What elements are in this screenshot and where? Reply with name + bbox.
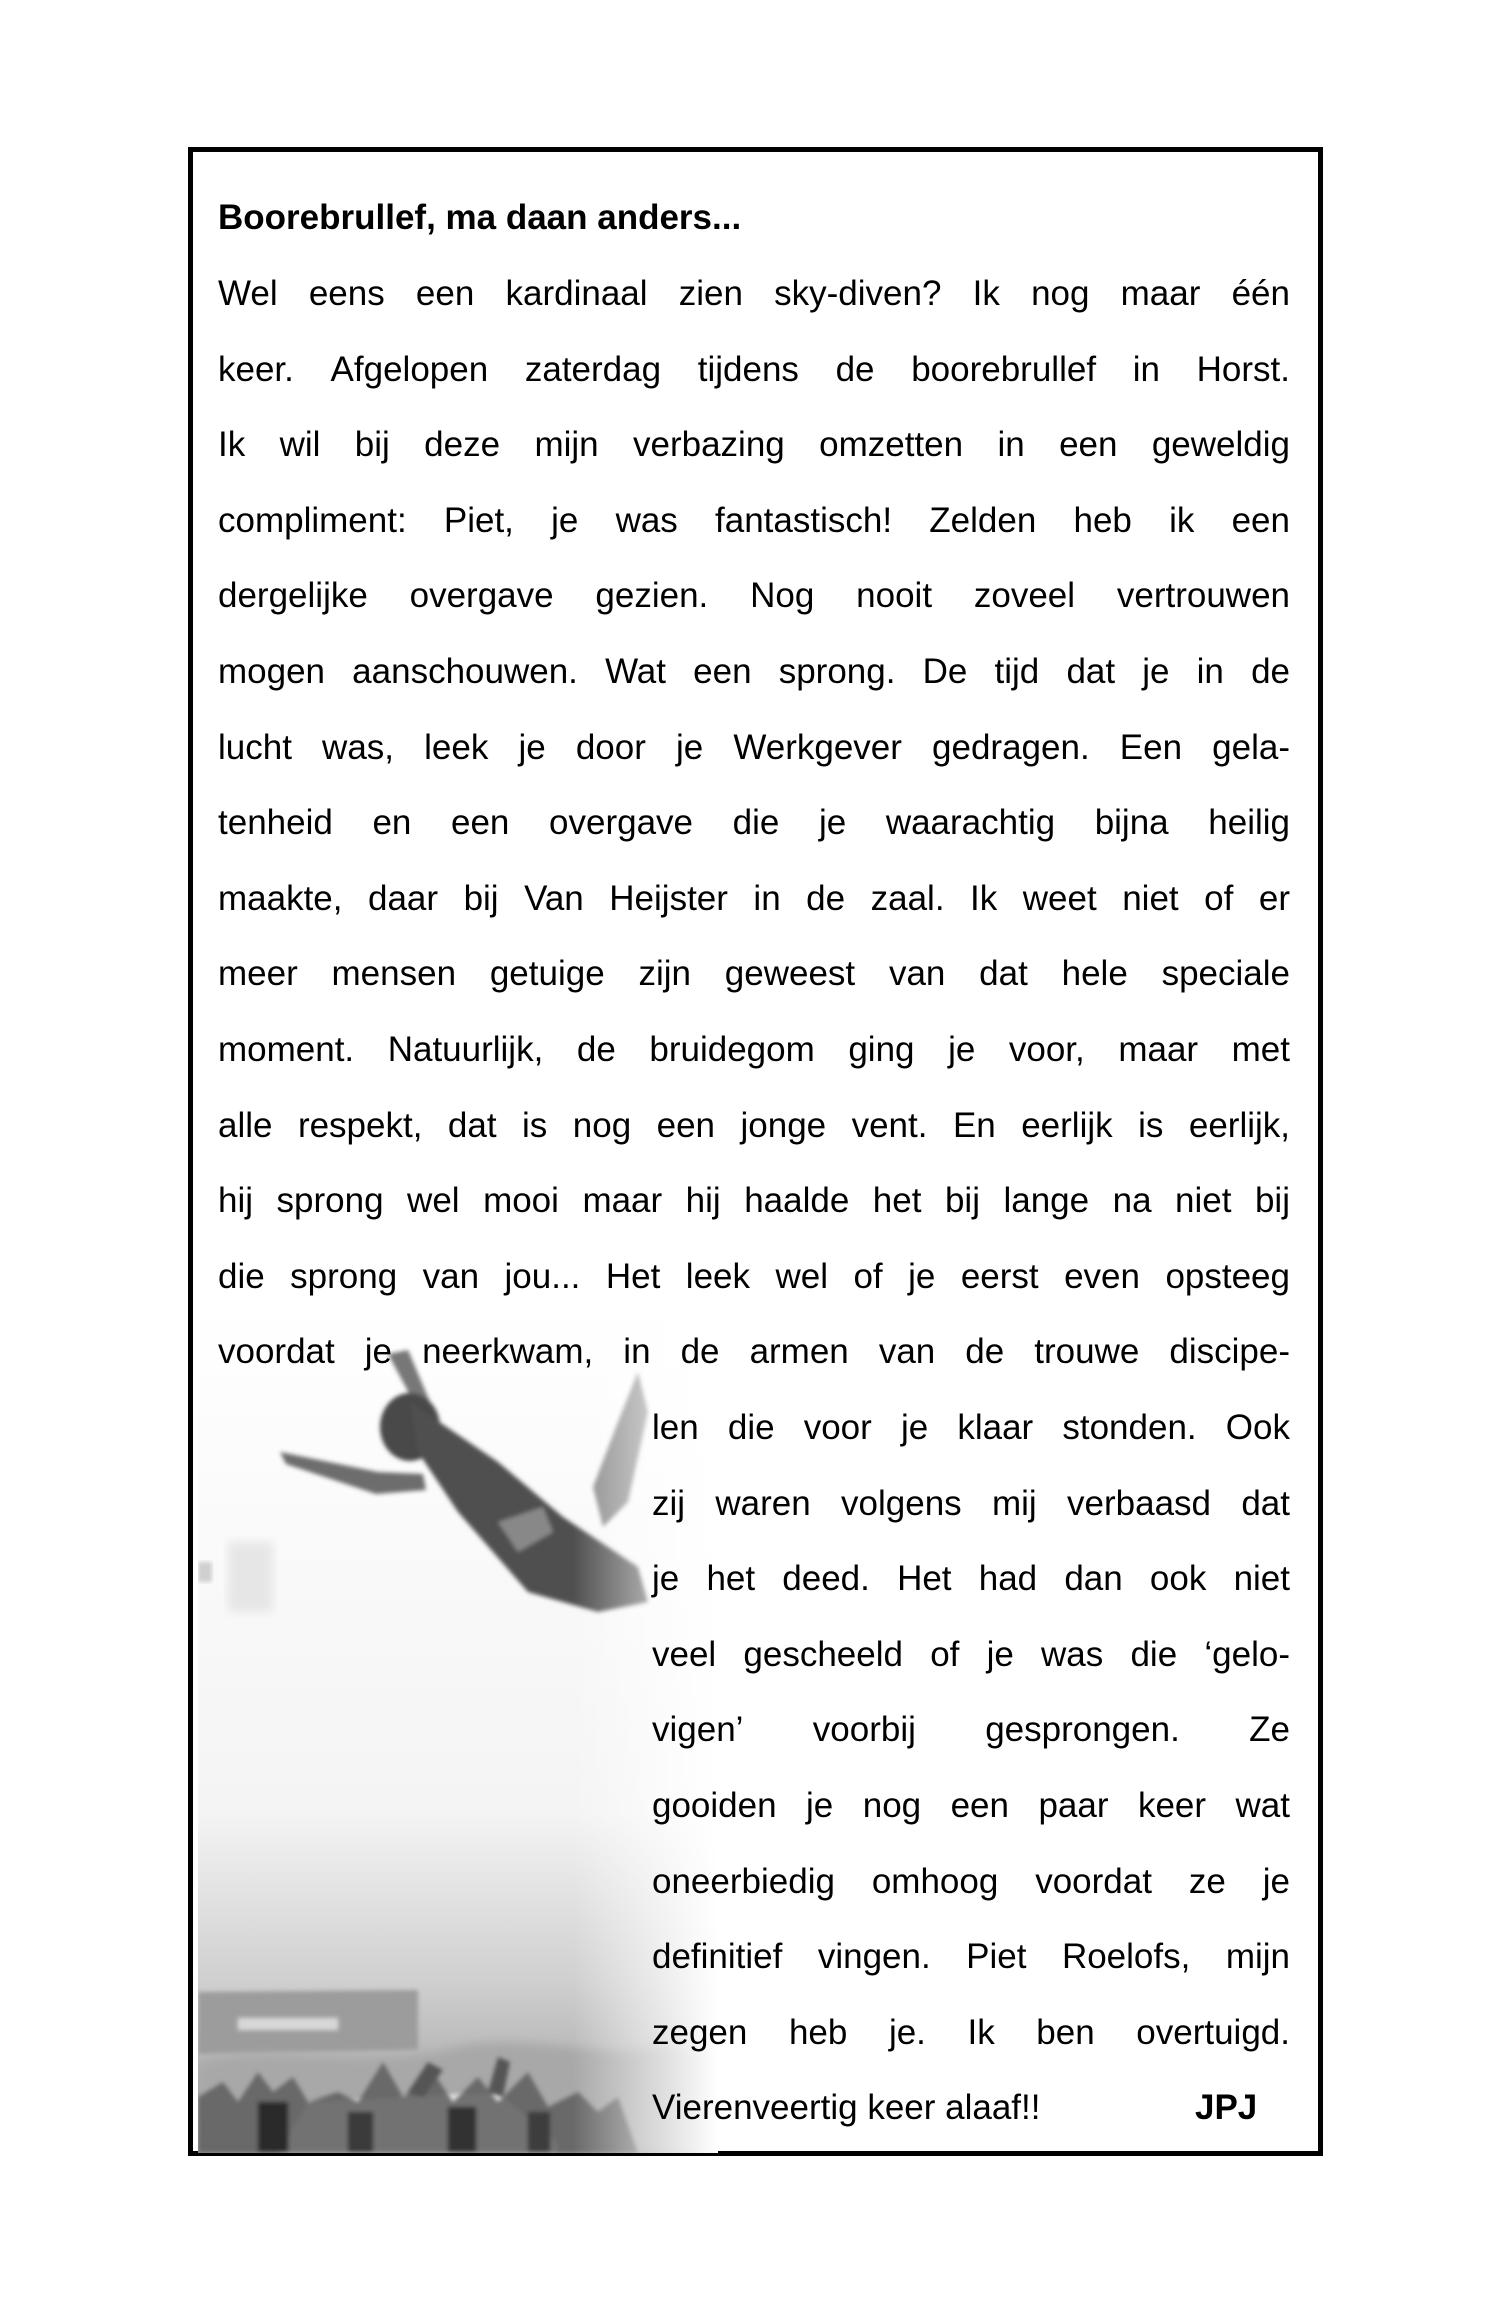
text-line: hij sprong wel mooi maar hij haalde het bij lange na niet bij <box>218 1181 1290 1220</box>
closing-line: Vierenveertig keer alaaf!! <box>652 2088 1041 2127</box>
text-line: Wel eens een kardinaal zien sky-diven? Ik nog maar één <box>218 274 1290 313</box>
article-title: Boorebrullef, ma daan anders... <box>218 198 742 237</box>
signature: JPJ <box>1195 2088 1258 2127</box>
text-line: voordat je neerkwam, in de armen van de trouwe discipe- <box>218 1332 1290 1371</box>
text-line: dergelijke overgave gezien. Nog nooit zoveel vertrouwen <box>218 576 1290 615</box>
text-line-narrow: vigen’ voorbij gesprongen. Ze <box>652 1710 1290 1749</box>
text-line-narrow: zij waren volgens mij verbaasd dat <box>652 1484 1290 1523</box>
text-line: keer. Afgelopen zaterdag tijdens de boorebrullef in Horst. <box>218 350 1290 389</box>
text-line: mogen aanschouwen. Wat een sprong. De tijd dat je in de <box>218 652 1290 691</box>
crowd-surf-photo <box>198 1302 718 2153</box>
text-line-narrow: zegen heb je. Ik ben overtuigd. <box>652 2013 1290 2052</box>
text-line: maakte, daar bij Van Heijster in de zaal. Ik weet niet of er <box>218 879 1290 918</box>
text-line: moment. Natuurlijk, de bruidegom ging je voor, maar met <box>218 1030 1290 1069</box>
photo-illustration <box>198 1302 718 2153</box>
text-line-narrow: definitief vingen. Piet Roelofs, mijn <box>652 1937 1290 1976</box>
text-line: die sprong van jou... Het leek wel of je eerst even opsteeg <box>218 1257 1290 1296</box>
text-line: Ik wil bij deze mijn verbazing omzetten in een geweldig <box>218 425 1290 464</box>
text-line-narrow: oneerbiedig omhoog voordat ze je <box>652 1862 1290 1901</box>
text-line: alle respekt, dat is nog een jonge vent. En eerlijk is eerlijk, <box>218 1106 1290 1145</box>
text-line-narrow: len die voor je klaar stonden. Ook <box>652 1408 1290 1447</box>
text-line: tenheid en een overgave die je waarachtig bijna heilig <box>218 803 1290 842</box>
text-line: meer mensen getuige zijn geweest van dat hele speciale <box>218 954 1290 993</box>
text-line: compliment: Piet, je was fantastisch! Zelden heb ik een <box>218 501 1290 540</box>
text-line-narrow: gooiden je nog een paar keer wat <box>652 1786 1290 1825</box>
text-line: lucht was, leek je door je Werkgever gedragen. Een gela- <box>218 728 1290 767</box>
text-line-narrow: veel gescheeld of je was die ‘gelo- <box>652 1635 1290 1674</box>
text-line-narrow: je het deed. Het had dan ook niet <box>652 1559 1290 1598</box>
